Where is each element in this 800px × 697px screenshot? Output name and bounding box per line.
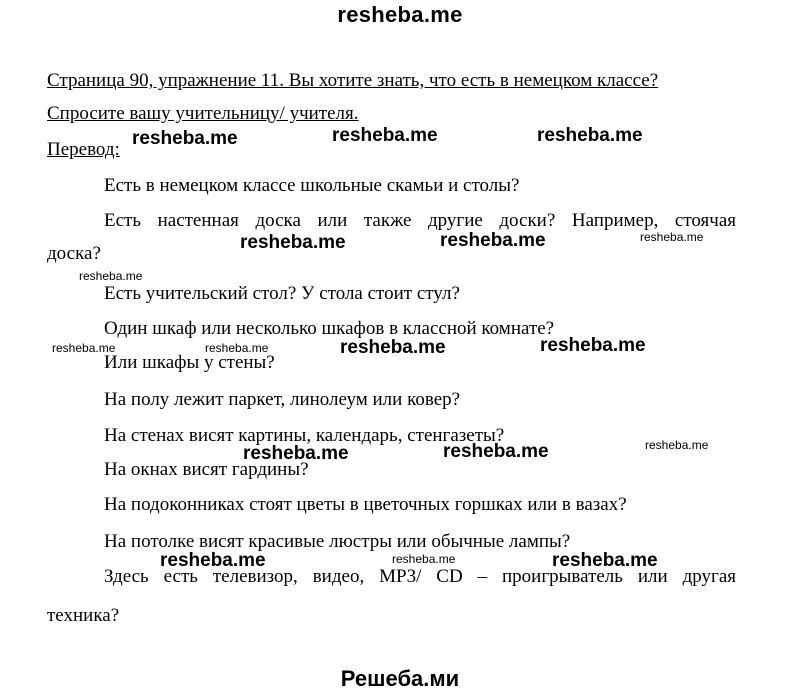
watermark-small: resheba.me xyxy=(645,438,709,452)
site-footer: Решеба.ми xyxy=(340,666,460,691)
question-line: доска? xyxy=(47,243,101,264)
watermark-small: resheba.me xyxy=(392,552,456,566)
question-line: На окнах висят гардины? xyxy=(104,459,309,480)
watermark: resheba.me xyxy=(240,232,346,253)
watermark-small: resheba.me xyxy=(640,230,704,244)
watermark: resheba.me xyxy=(132,128,238,149)
site-header: resheba.me xyxy=(337,2,463,27)
watermark-small: resheba.me xyxy=(205,341,269,355)
watermark: resheba.me xyxy=(160,550,266,571)
watermark: resheba.me xyxy=(332,125,438,146)
question-line: Есть настенная доска или также другие доски? Например, стоячая xyxy=(104,210,736,231)
question-line: На потолке висят красивые люстры или обычные лампы? xyxy=(104,531,571,552)
task-title-line-1: Страница 90, упражнение 11. Вы хотите знать, что есть в немецком классе? xyxy=(47,70,659,91)
watermark: resheba.me xyxy=(440,230,546,251)
question-line: Один шкаф или несколько шкафов в классной комнате? xyxy=(104,318,555,339)
watermark: resheba.me xyxy=(540,335,646,356)
watermark: resheba.me xyxy=(340,337,446,358)
translation-label: Перевод: xyxy=(47,139,120,160)
question-line: На стенах висят картины, календарь, стенгазеты? xyxy=(104,425,505,446)
question-line: Или шкафы у стены? xyxy=(104,352,275,373)
watermark: resheba.me xyxy=(443,441,549,462)
question-line: Есть учительский стол? У стола стоит стул? xyxy=(104,283,460,304)
question-line: На подоконниках стоят цветы в цветочных горшках или в вазах? xyxy=(104,494,627,515)
task-title-line-2: Спросите вашу учительницу/ учителя. xyxy=(47,103,359,124)
watermark: resheba.me xyxy=(537,125,643,146)
watermark: resheba.me xyxy=(552,550,658,571)
watermark-small: resheba.me xyxy=(52,341,116,355)
question-line: На полу лежит паркет, линолеум или ковер? xyxy=(104,389,461,410)
watermark: resheba.me xyxy=(243,443,349,464)
watermark-small: resheba.me xyxy=(79,269,143,283)
question-line: техника? xyxy=(47,605,120,626)
question-line: Есть в немецком классе школьные скамьи и столы? xyxy=(104,175,520,196)
question-line: Здесь есть телевизор, видео, MP3/ CD – проигрыватель или другая xyxy=(104,566,736,587)
